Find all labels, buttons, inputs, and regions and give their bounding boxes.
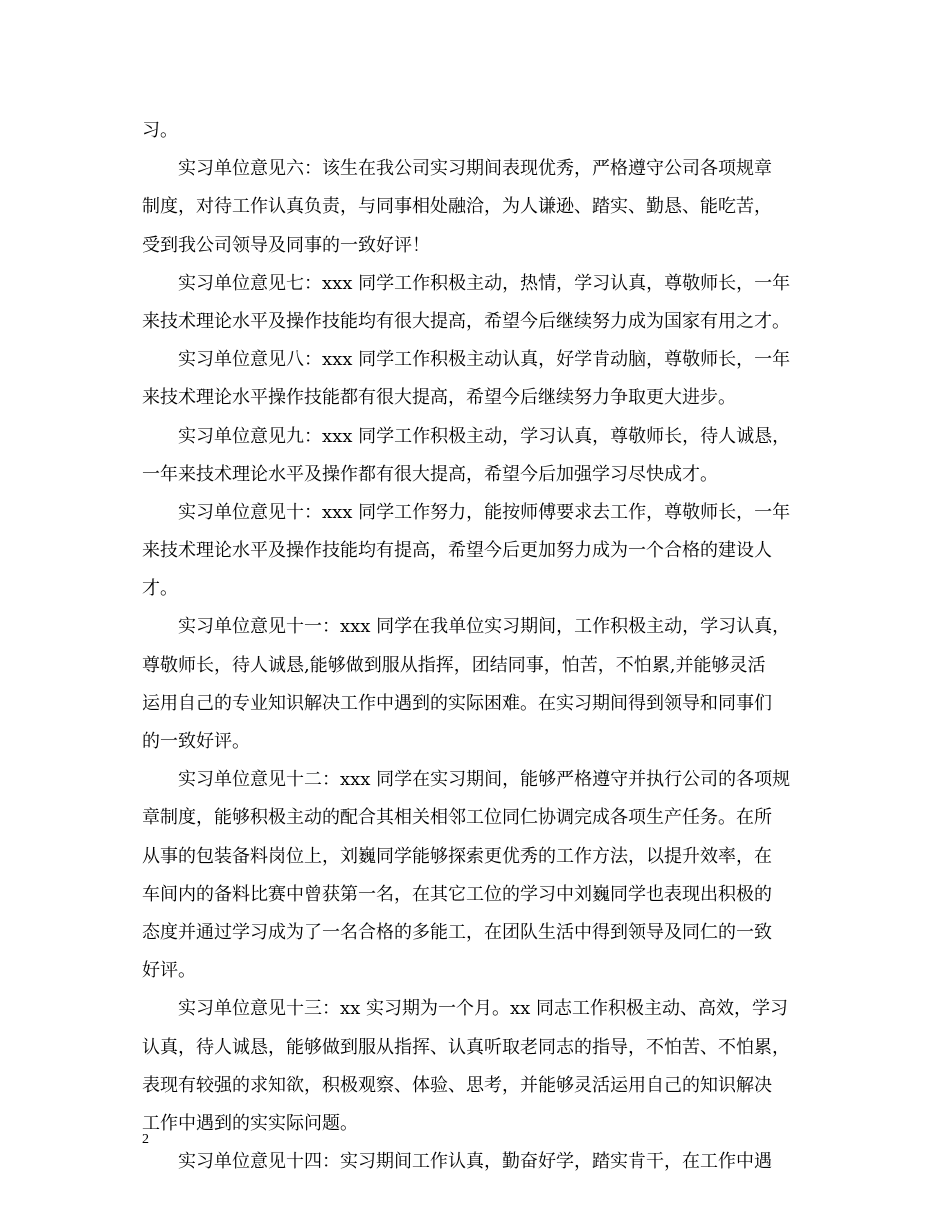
paragraph bbox=[142, 761, 810, 990]
paragraph bbox=[142, 341, 810, 417]
page-number: 2 bbox=[142, 1132, 149, 1147]
text-line: 实习单位意见六：该生在我公司实习期间表现优秀，严格遵守公司各项规章 bbox=[178, 158, 772, 180]
text-line: 实习单位意见十四：实习期间工作认真，勤奋好学，踏实肯干，在工作中遇 bbox=[178, 1151, 772, 1173]
text-line: 习。 bbox=[142, 120, 178, 141]
text-line: 实习单位意见十二：xxx 同学在实习期间，能够严格遵守并执行公司的各项规 bbox=[178, 769, 791, 791]
paragraph bbox=[142, 265, 810, 341]
text-line: 好评。 bbox=[142, 960, 196, 982]
text-line: 运用自己的专业知识解决工作中遇到的实际困难。在实习期间得到领导和同事们 bbox=[142, 692, 772, 714]
paragraph bbox=[142, 150, 810, 265]
text-line: 实习单位意见八：xxx 同学工作积极主动认真，好学肯动脑，尊敬师长，一年 bbox=[178, 349, 791, 371]
text-line: 的一致好评。 bbox=[142, 731, 250, 752]
text-line: 制度，对待工作认真负责，与同事相处融洽，为人谦逊、踏实、勤恳、能吃苦， bbox=[142, 196, 772, 218]
text-line: 才。 bbox=[142, 578, 178, 600]
paragraph bbox=[142, 990, 810, 1143]
paragraph bbox=[142, 418, 810, 494]
text-line: 实习单位意见九：xxx 同学工作积极主动，学习认真，尊敬师长，待人诚恳， bbox=[178, 425, 791, 447]
text-line: 态度并通过学习成为了一名合格的多能工，在团队生活中得到领导及同仁的一致 bbox=[142, 921, 772, 943]
text-line: 车间内的备料比赛中曾获第一名，在其它工位的学习中刘巍同学也表现出积极的 bbox=[142, 883, 772, 905]
paragraph bbox=[142, 494, 810, 609]
paragraph bbox=[142, 1143, 810, 1181]
text-line: 来技术理论水平及操作技能均有很大提高，希望今后继续努力成为国家有用之才。 bbox=[142, 310, 790, 332]
text-line: 实习单位意见十一：xxx 同学在我单位实习期间，工作积极主动，学习认真， bbox=[178, 616, 791, 638]
text-line: 章制度，能够积极主动的配合其相关相邻工位同仁协调完成各项生产任务。在所 bbox=[142, 807, 772, 829]
text-line: 一年来技术理论水平及操作都有很大提高，希望今后加强学习尽快成才。 bbox=[142, 463, 718, 485]
text-line: 实习单位意见七：xxx 同学工作积极主动，热情，学习认真，尊敬师长，一年 bbox=[178, 272, 791, 294]
text-line: 来技术理论水平及操作技能均有提高，希望今后更加努力成为一个合格的建设人 bbox=[142, 540, 772, 562]
text-line: 从事的包装备料岗位上，刘巍同学能够探索更优秀的工作方法，以提升效率，在 bbox=[142, 845, 772, 867]
text-line: 来技术理论水平操作技能都有很大提高，希望今后继续努力争取更大进步。 bbox=[142, 387, 736, 409]
text-line: 实习单位意见十：xxx 同学工作努力，能按师傅要求去工作，尊敬师长，一年 bbox=[178, 501, 791, 523]
text-line: 工作中遇到的实实际问题。 bbox=[142, 1112, 358, 1134]
paragraph bbox=[142, 608, 810, 761]
text-line: 认真，待人诚恳，能够做到服从指挥、认真听取老同志的指导，不怕苦、不怕累， bbox=[142, 1036, 790, 1058]
text-line: 实习单位意见十三：xx 实习期为一个月。xx 同志工作积极主动、高效，学习 bbox=[178, 998, 789, 1020]
text-line: 表现有较强的求知欲，积极观察、体验、思考，并能够灵活运用自己的知识解决 bbox=[142, 1074, 772, 1096]
text-line: 尊敬师长，待人诚恳,能够做到服从指挥，团结同事，怕苦，不怕累,并能够灵活 bbox=[142, 654, 766, 676]
page-body bbox=[142, 112, 810, 1181]
text-line: 受到我公司领导及同事的一致好评！ bbox=[142, 234, 430, 256]
paragraph bbox=[142, 112, 810, 150]
